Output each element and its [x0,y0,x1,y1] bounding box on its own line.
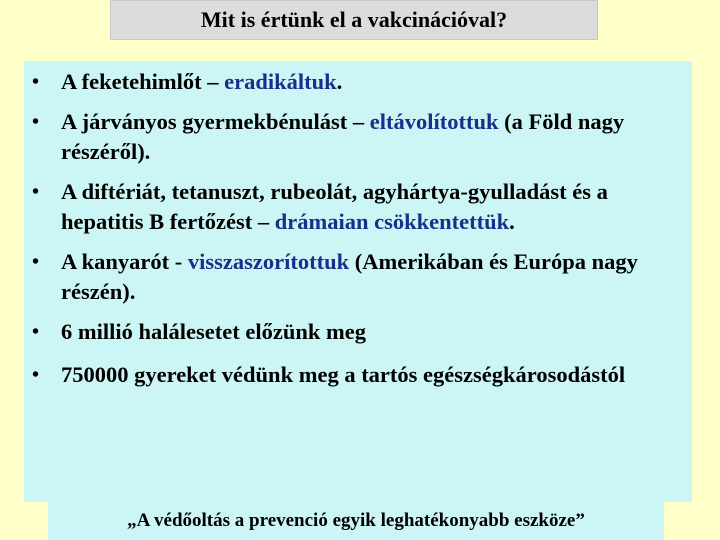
bullet-text-plain: 750000 gyereket védünk meg a tartós egészségkárosodástól [61,362,626,387]
bullet-item-polio [32,107,682,167]
bullet-text-plain: (Amerikában és Európa nagy részén). [61,249,638,304]
footer-quote: „A védőoltás a prevenció egyik leghatékonyabb eszköze” [127,510,585,531]
bullet-text-plain: (a Föld nagy részéről). [61,109,625,164]
bullet-item-children-protected [32,360,682,390]
bullet-list [32,67,682,390]
bullet-item-measles [32,247,682,307]
bullet-item-diseases [32,177,682,237]
bullet-text-plain: A kanyarót - [61,249,188,274]
bullet-item-smallpox [32,67,682,97]
slide-title: Mit is értünk el a vakcinációval? [200,7,508,32]
bullet-text-plain: A diftériát, tetanuszt, rubeolát, agyhártya-gyulladást és a hepatitis B fertőzést – [61,179,608,234]
bullet-dot-icon: • [32,111,40,133]
bullet-text-plain: A feketehimlőt – [61,69,225,94]
slide-title-box [110,0,598,40]
bullet-dot-icon: • [32,181,40,203]
bullet-dot-icon: • [32,321,40,343]
bullet-dot-icon: • [32,71,40,93]
bullet-dot-icon: • [32,251,40,273]
bullet-text-accent: drámaian csökkentettük [274,209,510,234]
bullet-text-plain: . [336,69,343,94]
bullet-text-accent: visszaszorítottuk [187,249,350,274]
bullet-text-accent: eradikáltuk [224,69,337,94]
bullet-text-plain: A járványos gyermekbénulást – [61,109,370,134]
bullet-item-deaths-prevented [32,317,682,347]
bullet-text-plain: 6 millió halálesetet előzünk meg [61,319,366,344]
bullet-text-accent: eltávolítottuk [369,109,499,134]
footer-quote-box [48,502,664,540]
bullet-content-box [24,61,692,502]
bullet-text-plain: . [509,209,515,234]
bullet-dot-icon: • [32,364,40,386]
